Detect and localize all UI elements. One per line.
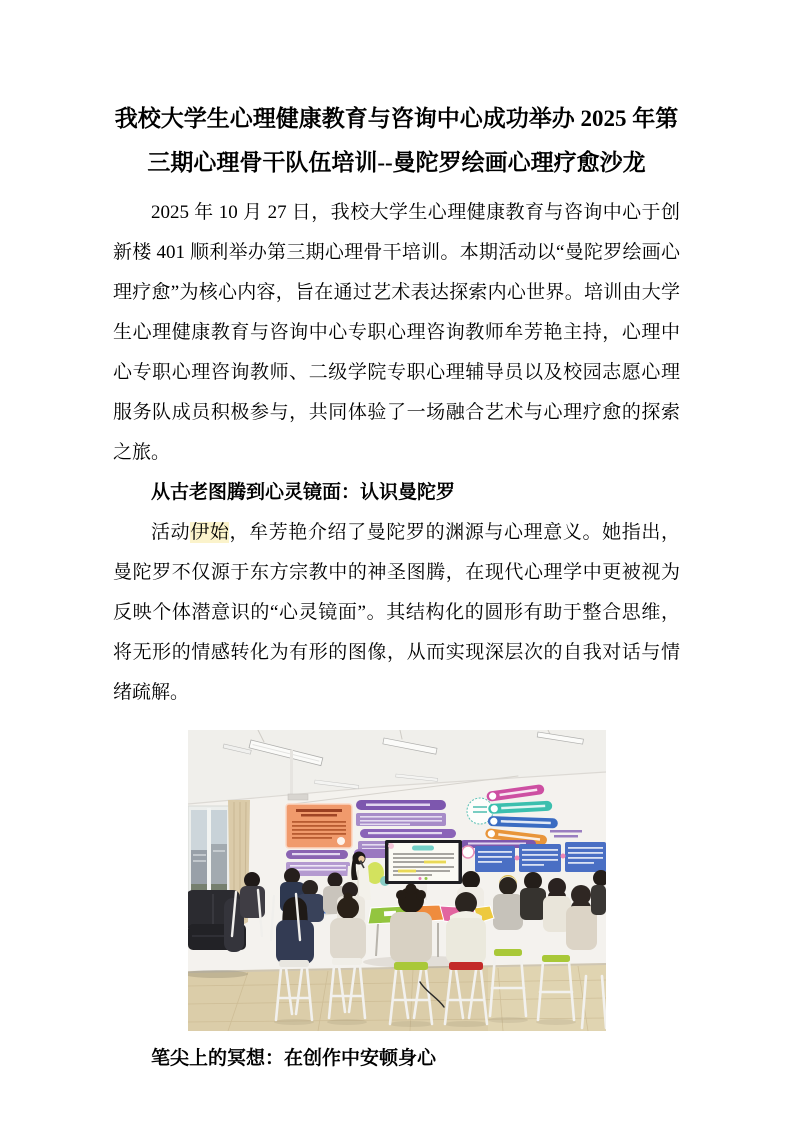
flower-decal: [462, 846, 474, 858]
wall-pipe: [290, 750, 293, 796]
air-vent: [288, 794, 308, 800]
paragraph-1: 2025 年 10 月 27 日，我校大学生心理健康教育与咨询中心于创新楼 401 顺利举办第三期心理骨干培训。本期活动以“曼陀罗绘画心理疗愈”为核心内容，旨在通过艺术表达探索内心世界。培训由大学生心理健康教育与咨询中心专职心理咨询教师牟芳艳主持，心理中心专职心理咨询教师、二级学院专职心理辅导员以及校园志愿心理服务队成员积极参与，共同体验了一场融合艺术与心理疗愈的探索之旅。: [113, 202, 680, 463]
highlighted-term: 伊始: [190, 522, 230, 543]
blue-panels: [475, 842, 606, 872]
paragraph-2: [113, 513, 680, 713]
classroom-photo: [188, 730, 606, 1031]
section-heading-2: 笔尖上的冥想：在创作中安顿身心: [151, 1048, 437, 1069]
paragraph-2-text: 活动: [151, 522, 191, 543]
section-heading-1: 从古老图腾到心灵镜面：认识曼陀罗: [151, 482, 456, 503]
orange-poster: [286, 804, 352, 848]
article-photo: [188, 730, 606, 1031]
paragraph-2-text-cont: ，牟芳艳介绍了曼陀罗的渊源与心理意义。她指出，曼陀罗不仅源于东方宗教中的神圣图腾，在现代心理学中更被视为反映个体潜意识的“心灵镜面”。其结构化的圆形有助于整合思维，将无形的情感转化为有形的图像，从而实现深层次的自我对话与情绪疏解。: [113, 522, 680, 703]
article-title: 我校大学生心理健康教育与咨询中心成功举办 2025 年第三期心理骨干队伍培训--曼陀罗绘画心理疗愈沙龙: [114, 106, 679, 175]
